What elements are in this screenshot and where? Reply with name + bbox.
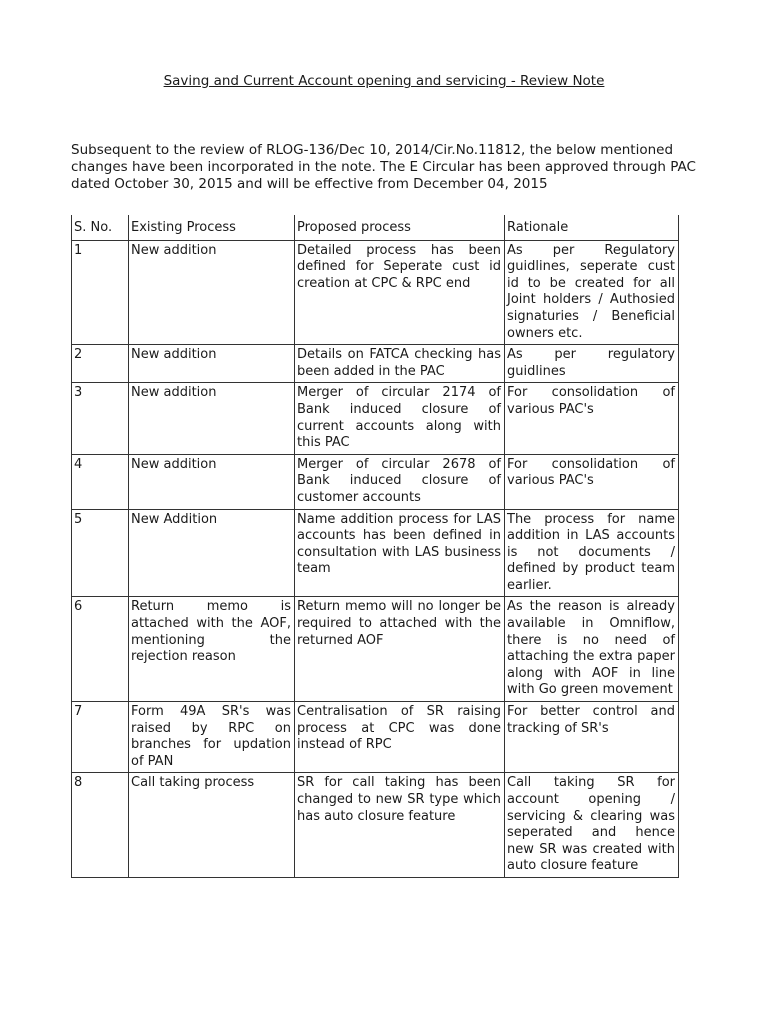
- table-header-row: [72, 215, 679, 240]
- cell-sno: 8: [72, 773, 129, 878]
- table-row: [72, 597, 679, 702]
- cell-existing: New Addition: [129, 509, 295, 597]
- header-existing-process: Existing Process: [129, 215, 295, 240]
- document-title: Saving and Current Account opening and servicing - Review Note: [163, 73, 605, 89]
- cell-sno: 4: [72, 454, 129, 509]
- table-row: [72, 345, 679, 383]
- cell-proposed: SR for call taking has been changed to new SR type which has auto closure feature: [295, 773, 505, 878]
- table-row: [72, 702, 679, 773]
- cell-sno: 7: [72, 702, 129, 773]
- cell-sno: 3: [72, 383, 129, 454]
- cell-proposed: Details on FATCA checking has been added in the PAC: [295, 345, 505, 383]
- cell-rationale: As the reason is already available in Omniflow, there is no need of attaching the extra paper along with AOF in line with Go green movement: [505, 597, 679, 702]
- cell-proposed: Name addition process for LAS accounts has been defined in consultation with LAS business team: [295, 509, 505, 597]
- cell-existing: Call taking process: [129, 773, 295, 878]
- cell-existing: New addition: [129, 383, 295, 454]
- cell-sno: 2: [72, 345, 129, 383]
- cell-sno: 5: [72, 509, 129, 597]
- cell-existing: New addition: [129, 454, 295, 509]
- header-sno: S. No.: [72, 215, 129, 240]
- header-rationale: Rationale: [505, 215, 679, 240]
- cell-existing: Return memo is attached with the AOF, mentioning the rejection reason: [129, 597, 295, 702]
- table-row: [72, 383, 679, 454]
- cell-rationale: For better control and tracking of SR's: [505, 702, 679, 773]
- table-row: [72, 509, 679, 597]
- cell-rationale: For consolidation of various PAC's: [505, 383, 679, 454]
- cell-proposed: Centralisation of SR raising process at CPC was done instead of RPC: [295, 702, 505, 773]
- cell-existing: Form 49A SR's was raised by RPC on branches for updation of PAN: [129, 702, 295, 773]
- cell-rationale: As per regulatory guidlines: [505, 345, 679, 383]
- cell-rationale: As per Regulatory guidlines, seperate cust id to be created for all Joint holders / Authosied signaturies / Beneficial owners etc.: [505, 240, 679, 345]
- cell-sno: 6: [72, 597, 129, 702]
- cell-sno: 1: [72, 240, 129, 345]
- cell-proposed: Return memo will no longer be required to attached with the returned AOF: [295, 597, 505, 702]
- table-row: [72, 240, 679, 345]
- cell-existing: New addition: [129, 345, 295, 383]
- table-row: [72, 454, 679, 509]
- table-row: [72, 773, 679, 878]
- intro-paragraph: Subsequent to the review of RLOG-136/Dec 10, 2014/Cir.No.11812, the below mentioned changes have been incorporated in the note. The E Circular has been approved through PAC dated October 30, 2015 and will be effective from December 04, 2015: [71, 142, 696, 192]
- cell-proposed: Merger of circular 2678 of Bank induced closure of customer accounts: [295, 454, 505, 509]
- cell-proposed: Detailed process has been defined for Seperate cust id creation at CPC & RPC end: [295, 240, 505, 345]
- cell-proposed: Merger of circular 2174 of Bank induced closure of current accounts along with this PAC: [295, 383, 505, 454]
- cell-existing: New addition: [129, 240, 295, 345]
- header-proposed-process: Proposed process: [295, 215, 505, 240]
- cell-rationale: The process for name addition in LAS accounts is not documents / defined by product team earlier.: [505, 509, 679, 597]
- cell-rationale: Call taking SR for account opening / servicing & clearing was seperated and hence new SR was created with auto closure feature: [505, 773, 679, 878]
- cell-rationale: For consolidation of various PAC's: [505, 454, 679, 509]
- review-table: [71, 215, 679, 878]
